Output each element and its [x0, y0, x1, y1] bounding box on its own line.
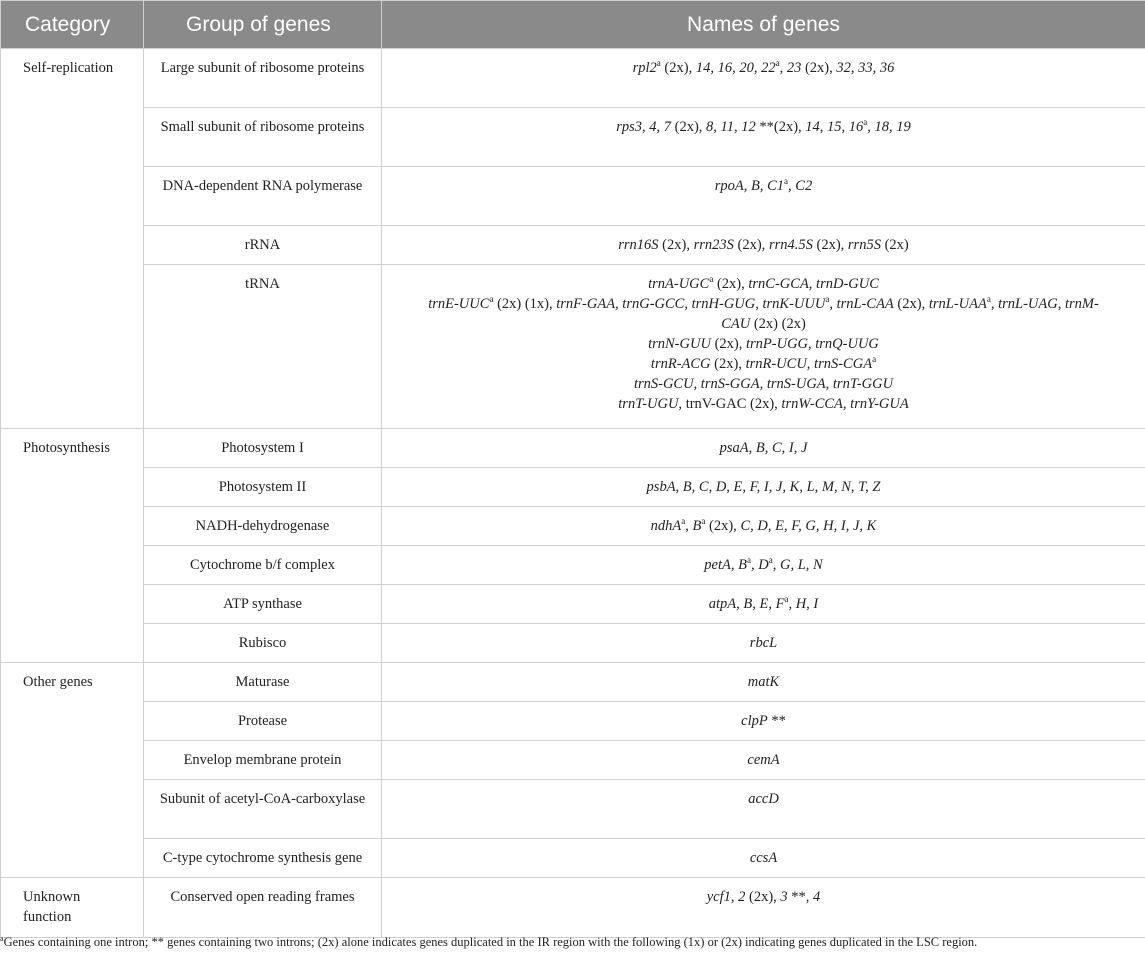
- group-cell: Small subunit of ribosome proteins: [144, 108, 382, 167]
- genes-cell: rpoA, B, C1$^a$, C2: [382, 167, 1145, 226]
- group-cell: DNA-dependent RNA polymerase: [144, 167, 382, 226]
- table-row: [1, 226, 1145, 265]
- group-cell: C-type cytochrome synthesis gene: [144, 839, 382, 878]
- group-cell: Photosystem I: [144, 429, 382, 468]
- genes-cell: accD: [382, 780, 1145, 839]
- table-row: [1, 585, 1145, 624]
- group-cell: Maturase: [144, 663, 382, 702]
- header-category: Category: [1, 1, 144, 49]
- genes-cell: trnA-UGC$^a$ (2x), trnC-GCA, trnD-GUC trnE-UUC$^a$ (2x) (1x), trnF-GAA, trnG-GCC, trnH-GUG, trnK-UUU$^a$, trnL-CAA (2x), trnL-UAA$^a$, trnL-UAG, trnM- CAU (2x) (2x) trnN-GUU (2x), trnP-UGG, trnQ-UUG trnR-ACG (2x), trnR-UCU, trnS-CGA$^a$ trnS-GCU, trnS-GGA, trnS-UGA, trnT-GGU trnT-UGU, trnV-GAC (2x), trnW-CCA, trnY-GUA: [382, 265, 1145, 429]
- genes-cell: rps3, 4, 7 (2x), 8, 11, 12 **(2x), 14, 15, 16$^a$, 18, 19: [382, 108, 1145, 167]
- category-cell: Unknown function: [1, 878, 144, 938]
- group-cell: Subunit of acetyl-CoA-carboxylase: [144, 780, 382, 839]
- genes-cell: matK: [382, 663, 1145, 702]
- table-row: [1, 429, 1145, 468]
- group-cell: Envelop membrane protein: [144, 741, 382, 780]
- group-cell: Conserved open reading frames: [144, 878, 382, 938]
- genes-cell: rpl2$^a$ (2x), 14, 16, 20, 22$^a$, 23 (2x), 32, 33, 36: [382, 49, 1145, 108]
- group-cell: Large subunit of ribosome proteins: [144, 49, 382, 108]
- group-cell: rRNA: [144, 226, 382, 265]
- genes-cell: clpP **: [382, 702, 1145, 741]
- genes-cell: rbcL: [382, 624, 1145, 663]
- genes-cell: psbA, B, C, D, E, F, I, J, K, L, M, N, T, Z: [382, 468, 1145, 507]
- group-cell: ATP synthase: [144, 585, 382, 624]
- genes-cell: ndhA$^a$, $B^a$ (2x), C, D, E, F, G, H, I, J, K: [382, 507, 1145, 546]
- category-cell: Self-replication: [1, 49, 144, 429]
- genes-cell: petA, $B^a$, $D^a$, G, L, N: [382, 546, 1145, 585]
- group-cell: NADH-dehydrogenase: [144, 507, 382, 546]
- category-cell: Other genes: [1, 663, 144, 878]
- genes-cell: cemA: [382, 741, 1145, 780]
- group-cell: Cytochrome b/f complex: [144, 546, 382, 585]
- table-row: [1, 780, 1145, 839]
- table-row: [1, 839, 1145, 878]
- category-cell: Photosynthesis: [1, 429, 144, 663]
- footnote: $^a$Genes containing one intron; ** genes containing two introns; (2x) alone indicates genes duplicated in the IR region with the following (1x) or (2x) indicating genes duplicated in the LSC region.: [0, 933, 978, 949]
- header-group: Group of genes: [144, 1, 382, 49]
- header-names: Names of genes: [382, 1, 1145, 49]
- group-cell: Photosystem II: [144, 468, 382, 507]
- table-row: [1, 468, 1145, 507]
- group-cell: tRNA: [144, 265, 382, 429]
- group-cell: Protease: [144, 702, 382, 741]
- genes-cell: ycf1, 2 (2x), 3 **, 4: [382, 878, 1145, 938]
- genes-cell: psaA, B, C, I, J: [382, 429, 1145, 468]
- group-cell: Rubisco: [144, 624, 382, 663]
- table-row: [1, 741, 1145, 780]
- table-row: [1, 507, 1145, 546]
- header-row: [1, 1, 1145, 49]
- table-row: [1, 624, 1145, 663]
- table-row: [1, 702, 1145, 741]
- table-row: [1, 108, 1145, 167]
- genes-cell: atpA, B, E, $F^a$, H, I: [382, 585, 1145, 624]
- table-row: [1, 663, 1145, 702]
- table-row: [1, 265, 1145, 429]
- table-row: [1, 49, 1145, 108]
- genes-cell: ccsA: [382, 839, 1145, 878]
- table-row: [1, 167, 1145, 226]
- table-row: [1, 878, 1145, 938]
- genes-cell: rrn16S (2x), rrn23S (2x), rrn4.5S (2x), rrn5S (2x): [382, 226, 1145, 265]
- table-row: [1, 546, 1145, 585]
